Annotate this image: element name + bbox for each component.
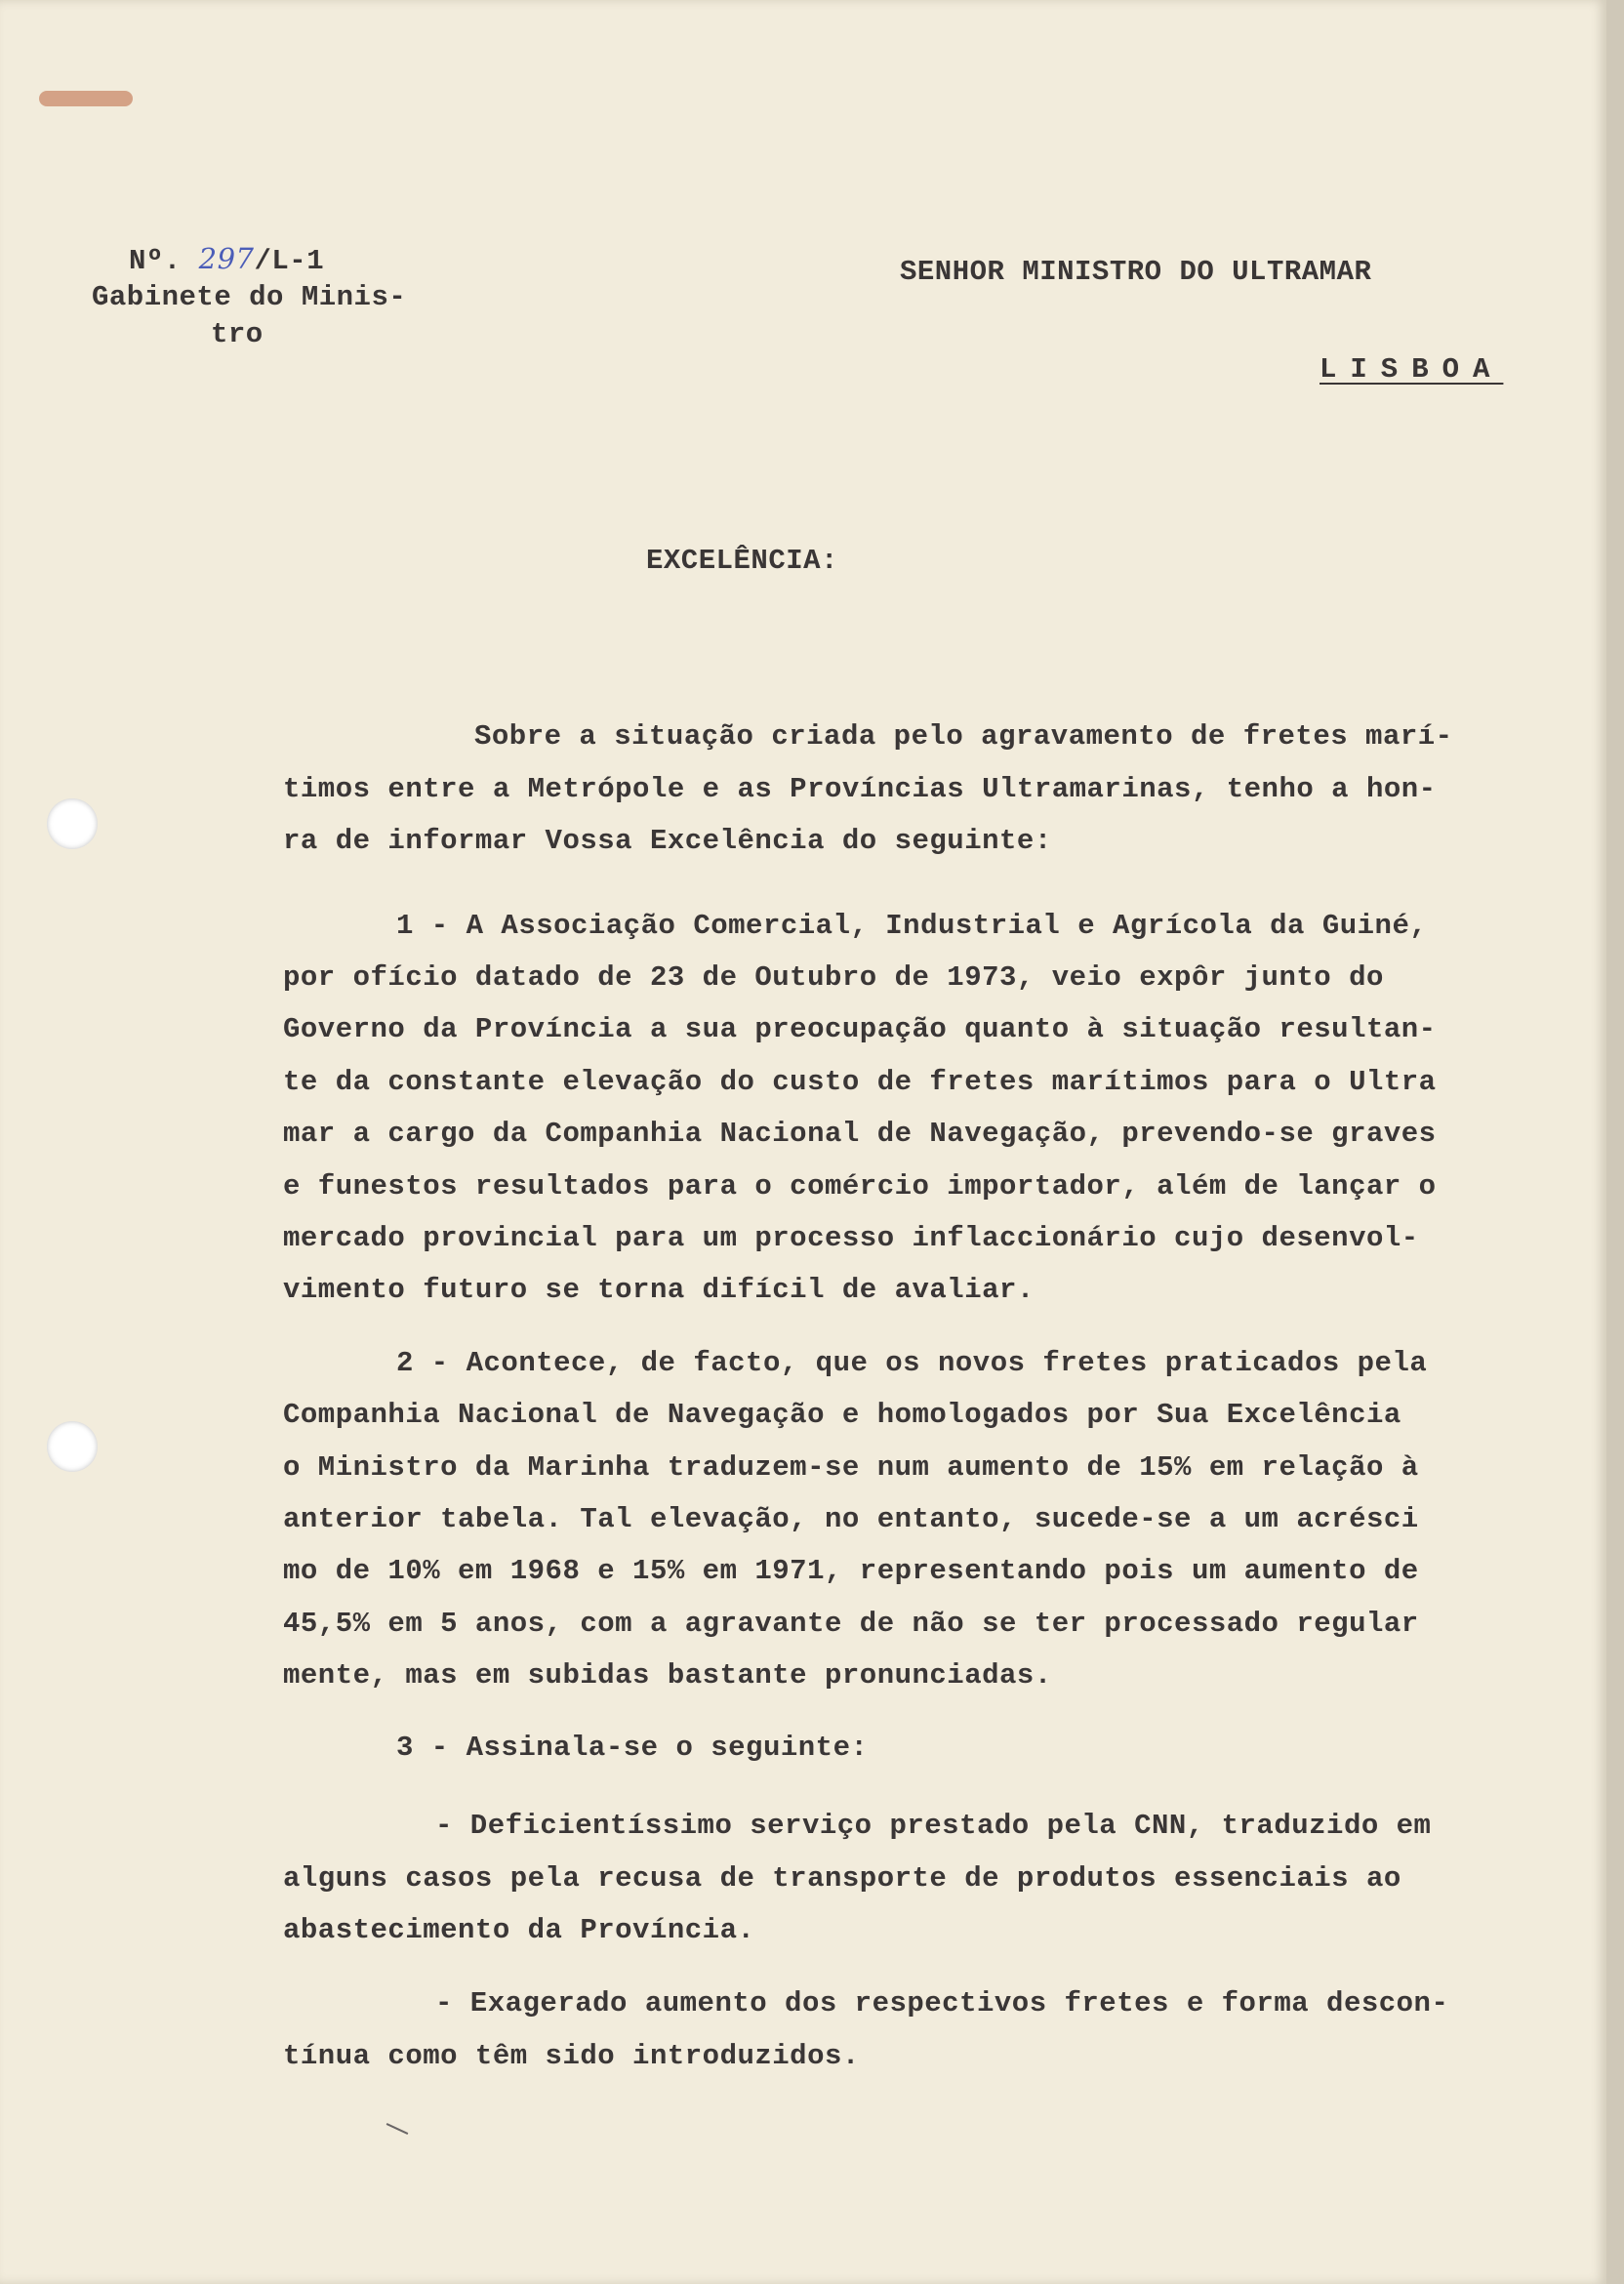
text-line: alguns casos pela recusa de transporte de produtos essenciais ao <box>283 1862 1401 1895</box>
addressee-city: LISBOA <box>1320 353 1504 386</box>
text-line: te da constante elevação do custo de fretes marítimos para o Ultra <box>283 1066 1437 1098</box>
text-line: 2 - Acontece, de facto, que os novos fretes praticados pela <box>396 1347 1428 1379</box>
text-line: abastecimento da Província. <box>283 1914 755 1946</box>
text-line: vimento futuro se torna difícil de avaliar. <box>283 1274 1035 1306</box>
salutation: EXCELÊNCIA: <box>646 545 838 577</box>
text-line: mar a cargo da Companhia Nacional de Navegação, prevendo-se graves <box>283 1118 1437 1150</box>
page-edge <box>1606 0 1624 2284</box>
text-line: 45,5% em 5 anos, com a agravante de não se ter processado regular <box>283 1608 1419 1640</box>
addressee: SENHOR MINISTRO DO ULTRAMAR <box>900 256 1372 288</box>
text-line: mo de 10% em 1968 e 15% em 1971, representando pois um aumento de <box>283 1555 1419 1587</box>
paragraph-3-heading: 3 - Assinala-se o seguinte: <box>396 1732 869 1764</box>
text-line: Governo da Província a sua preocupação quanto à situação resultan- <box>283 1013 1437 1045</box>
text-line: timos entre a Metrópole e as Províncias Ultramarinas, tenho a hon- <box>283 773 1437 805</box>
office-line-1: Gabinete do Minis- <box>92 281 407 313</box>
reference-handwritten-number: 297 <box>198 242 255 275</box>
text-line: anterior tabela. Tal elevação, no entanto, sucede-se a um acrésci <box>283 1503 1419 1535</box>
text-line: e funestos resultados para o comércio importador, além de lançar o <box>283 1170 1437 1203</box>
text-line: Companhia Nacional de Navegação e homologados por Sua Excelência <box>283 1399 1401 1431</box>
text-line: 1 - A Associação Comercial, Industrial e Agrícola da Guiné, <box>396 910 1428 942</box>
text-line: - Deficientíssimo serviço prestado pela CNN, traduzido em <box>435 1810 1432 1842</box>
reference-prefix: Nº. <box>129 245 182 277</box>
text-line: mercado provincial para um processo inflaccionário cujo desenvol- <box>283 1222 1419 1254</box>
text-line: o Ministro da Marinha traduzem-se num aumento de 15% em relação à <box>283 1451 1419 1484</box>
punch-hole-bottom <box>47 1421 98 1472</box>
text-line: por ofício datado de 23 de Outubro de 1973, veio expôr junto do <box>283 961 1384 994</box>
text-line: ra de informar Vossa Excelência do seguinte: <box>283 825 1052 857</box>
text-line: Sobre a situação criada pelo agravamento de fretes marí- <box>474 720 1453 753</box>
punch-hole-top <box>47 798 98 849</box>
office-line-2: tro <box>211 318 264 350</box>
reference-suffix: /L-1 <box>254 245 325 277</box>
text-line: mente, mas em subidas bastante pronunciadas. <box>283 1659 1052 1692</box>
text-line: tínua como têm sido introduzidos. <box>283 2040 860 2072</box>
rust-mark <box>39 91 133 106</box>
text-line: - Exagerado aumento dos respectivos fretes e forma descon- <box>435 1987 1449 2019</box>
reference-number <box>129 242 324 277</box>
